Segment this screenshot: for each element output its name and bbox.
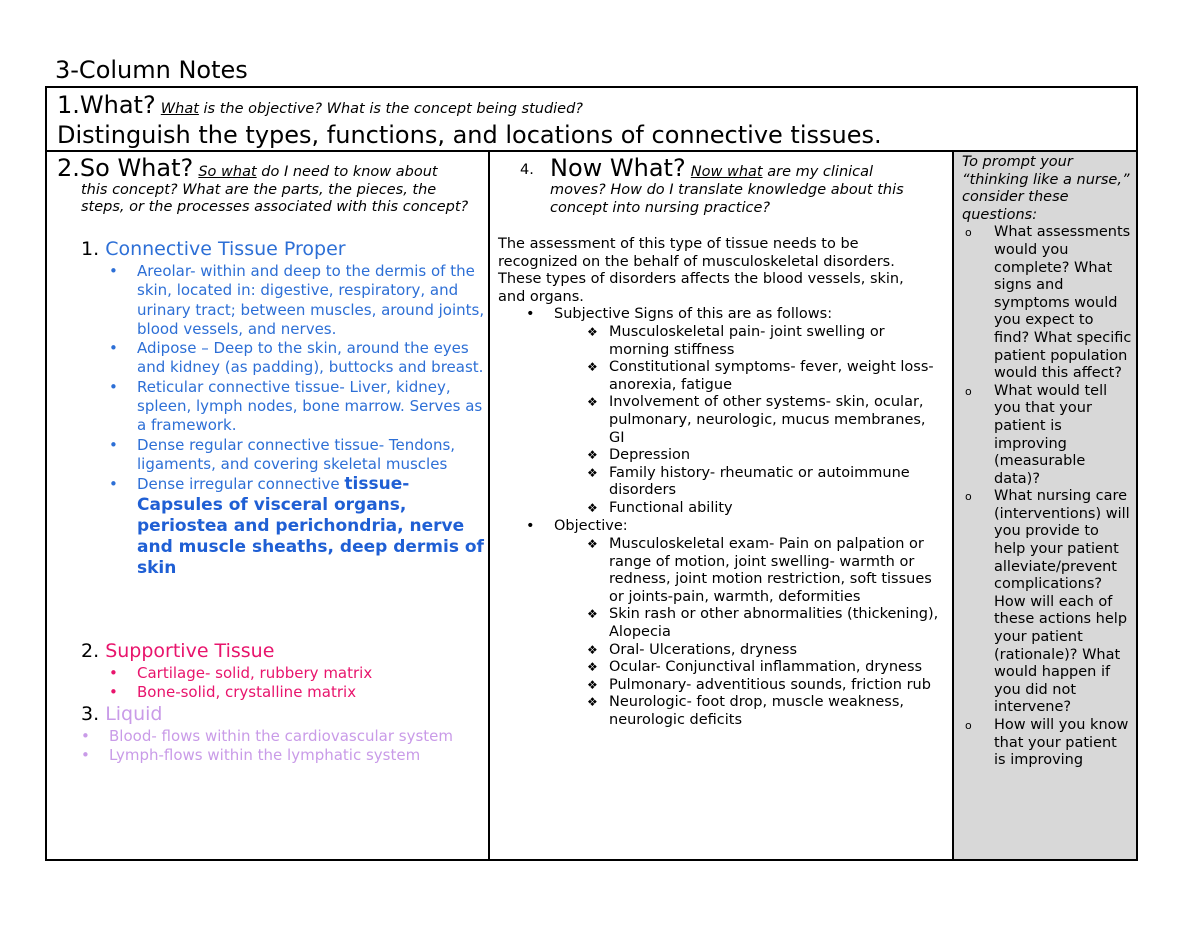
objective-signs xyxy=(609,536,944,730)
now-what-underlined: Now what xyxy=(690,164,763,180)
what-question: is the objective? What is the concept being studied? xyxy=(198,101,584,117)
list-item: ❖ Neurologic- foot drop, muscle weakness, neurologic deficits xyxy=(609,694,944,729)
list-item: • Blood- flows within the cardiovascular system xyxy=(109,727,459,746)
prompts-list xyxy=(962,224,1132,769)
liquid-list xyxy=(109,727,459,766)
list-item-plain: Dense irregular connective xyxy=(137,475,345,494)
now-what-number: 4. xyxy=(520,162,534,178)
list-item: ❖ Family history- rheumatic or autoimmune disorders xyxy=(609,465,944,500)
subjective-label: • Subjective Signs of this are as follows: xyxy=(554,306,944,324)
list-item: ❖ Involvement of other systems- skin, ocular, pulmonary, neurologic, mucus membranes, GI xyxy=(609,394,944,447)
prompts-content xyxy=(962,154,1132,770)
objective-text: Distinguish the types, functions, and locations of connective tissues. xyxy=(57,121,882,149)
list-item: • Adipose – Deep to the skin, around the eyes and kidney (as padding), buttocks and breast. xyxy=(137,339,487,378)
section-title: Connective Tissue Proper xyxy=(105,238,346,260)
so-what-column xyxy=(47,152,490,859)
section-number: 1. xyxy=(81,238,100,260)
list-item: ❖ Musculoskeletal exam- Pain on palpation or range of motion, joint swelling- warmth or redness, joint motion restriction, soft tissues or joints-pain, warmth, deformities xyxy=(609,536,944,606)
prompt-item: o How will you know that your patient is improving xyxy=(962,717,1132,770)
section-number: 2. xyxy=(81,640,100,662)
list-item: • Bone-solid, crystalline matrix xyxy=(137,683,487,702)
objective-label: • Objective: xyxy=(554,518,944,536)
what-row xyxy=(47,88,1136,152)
section-supportive-tissue xyxy=(81,640,274,662)
list-item: • Reticular connective tissue- Liver, kidney, spleen, lymph nodes, bone marrow. Serves as a framework. xyxy=(137,378,487,436)
list-item: • Dense regular connective tissue- Tendons, ligaments, and covering skeletal muscles xyxy=(137,436,487,475)
prompt-item: o What would tell you that your patient is improving (measurable data)? xyxy=(962,383,1132,489)
subjective-list xyxy=(554,306,944,324)
now-what-subtext: moves? How do I translate knowledge about this concept into nursing practice? xyxy=(550,182,904,216)
list-item: ❖ Functional ability xyxy=(609,500,944,518)
now-what-question: are my clinical xyxy=(762,164,874,180)
list-item xyxy=(137,474,487,579)
list-item: ❖ Depression xyxy=(609,447,944,465)
so-what-heading xyxy=(57,154,477,216)
connective-proper-list xyxy=(137,262,487,579)
so-what-subtext: this concept? What are the parts, the pieces, the steps, or the processes associated with this concept? xyxy=(81,182,469,215)
so-what-question: do I need to know about xyxy=(256,164,438,180)
section-title: Supportive Tissue xyxy=(105,640,275,662)
prompt-item: o What nursing care (interventions) will you provide to help your patient alleviate/prevent complications? How will each of these actions help your patient (rationale)? What would happen if you did not intervene? xyxy=(962,488,1132,717)
so-what-lead: 2.So What? xyxy=(57,154,194,182)
assessment-paragraph: The assessment of this type of tissue needs to be recognized on the behalf of musculoskeletal disorders. These types of disorders affects the blood vessels, skin, and organs. xyxy=(498,236,904,305)
prompts-sidebar xyxy=(954,152,1136,859)
section-connective-tissue-proper xyxy=(81,238,346,260)
list-item: • Areolar- within and deep to the dermis of the skin, located in: digestive, respiratory, and urinary tract; between muscles, around joints, blood vessels, and nerves. xyxy=(137,262,487,339)
list-item: ❖ Ocular- Conjunctival inflammation, dryness xyxy=(609,659,944,677)
now-what-column xyxy=(490,152,954,859)
list-item: ❖ Constitutional symptoms- fever, weight loss-anorexia, fatigue xyxy=(609,359,944,394)
section-number: 3. xyxy=(81,703,100,725)
what-underlined: What xyxy=(160,101,199,117)
list-item: ❖ Musculoskeletal pain- joint swelling or morning stiffness xyxy=(609,324,944,359)
page-title: 3-Column Notes xyxy=(55,56,248,84)
supportive-tissue-list xyxy=(137,664,487,703)
subjective-signs xyxy=(609,324,944,518)
list-item: ❖ Skin rash or other abnormalities (thickening), Alopecia xyxy=(609,606,944,641)
list-item: • Lymph-flows within the lymphatic system xyxy=(109,746,459,765)
prompts-intro: To prompt your “thinking like a nurse,” consider these questions: xyxy=(962,154,1130,223)
list-item: ❖ Oral- Ulcerations, dryness xyxy=(609,642,944,660)
section-liquid xyxy=(81,703,163,725)
so-what-underlined: So what xyxy=(198,164,257,180)
now-what-lead: Now What? xyxy=(550,154,686,182)
section-title: Liquid xyxy=(105,703,163,725)
list-item: • Cartilage- solid, rubbery matrix xyxy=(137,664,487,683)
list-item-bold: tissue- Capsules of visceral organs, periostea and perichondria, nerve and muscle sheaths, deep dermis of skin xyxy=(137,474,484,579)
prompt-item: o What assessments would you complete? What signs and symptoms would you expect to find? What specific patient population would this affect? xyxy=(962,224,1132,382)
what-lead: 1.What? xyxy=(57,91,156,119)
what-heading xyxy=(57,91,583,119)
objective-list xyxy=(554,518,944,536)
notes-table xyxy=(45,86,1138,861)
list-item: ❖ Pulmonary- adventitious sounds, friction rub xyxy=(609,677,944,695)
